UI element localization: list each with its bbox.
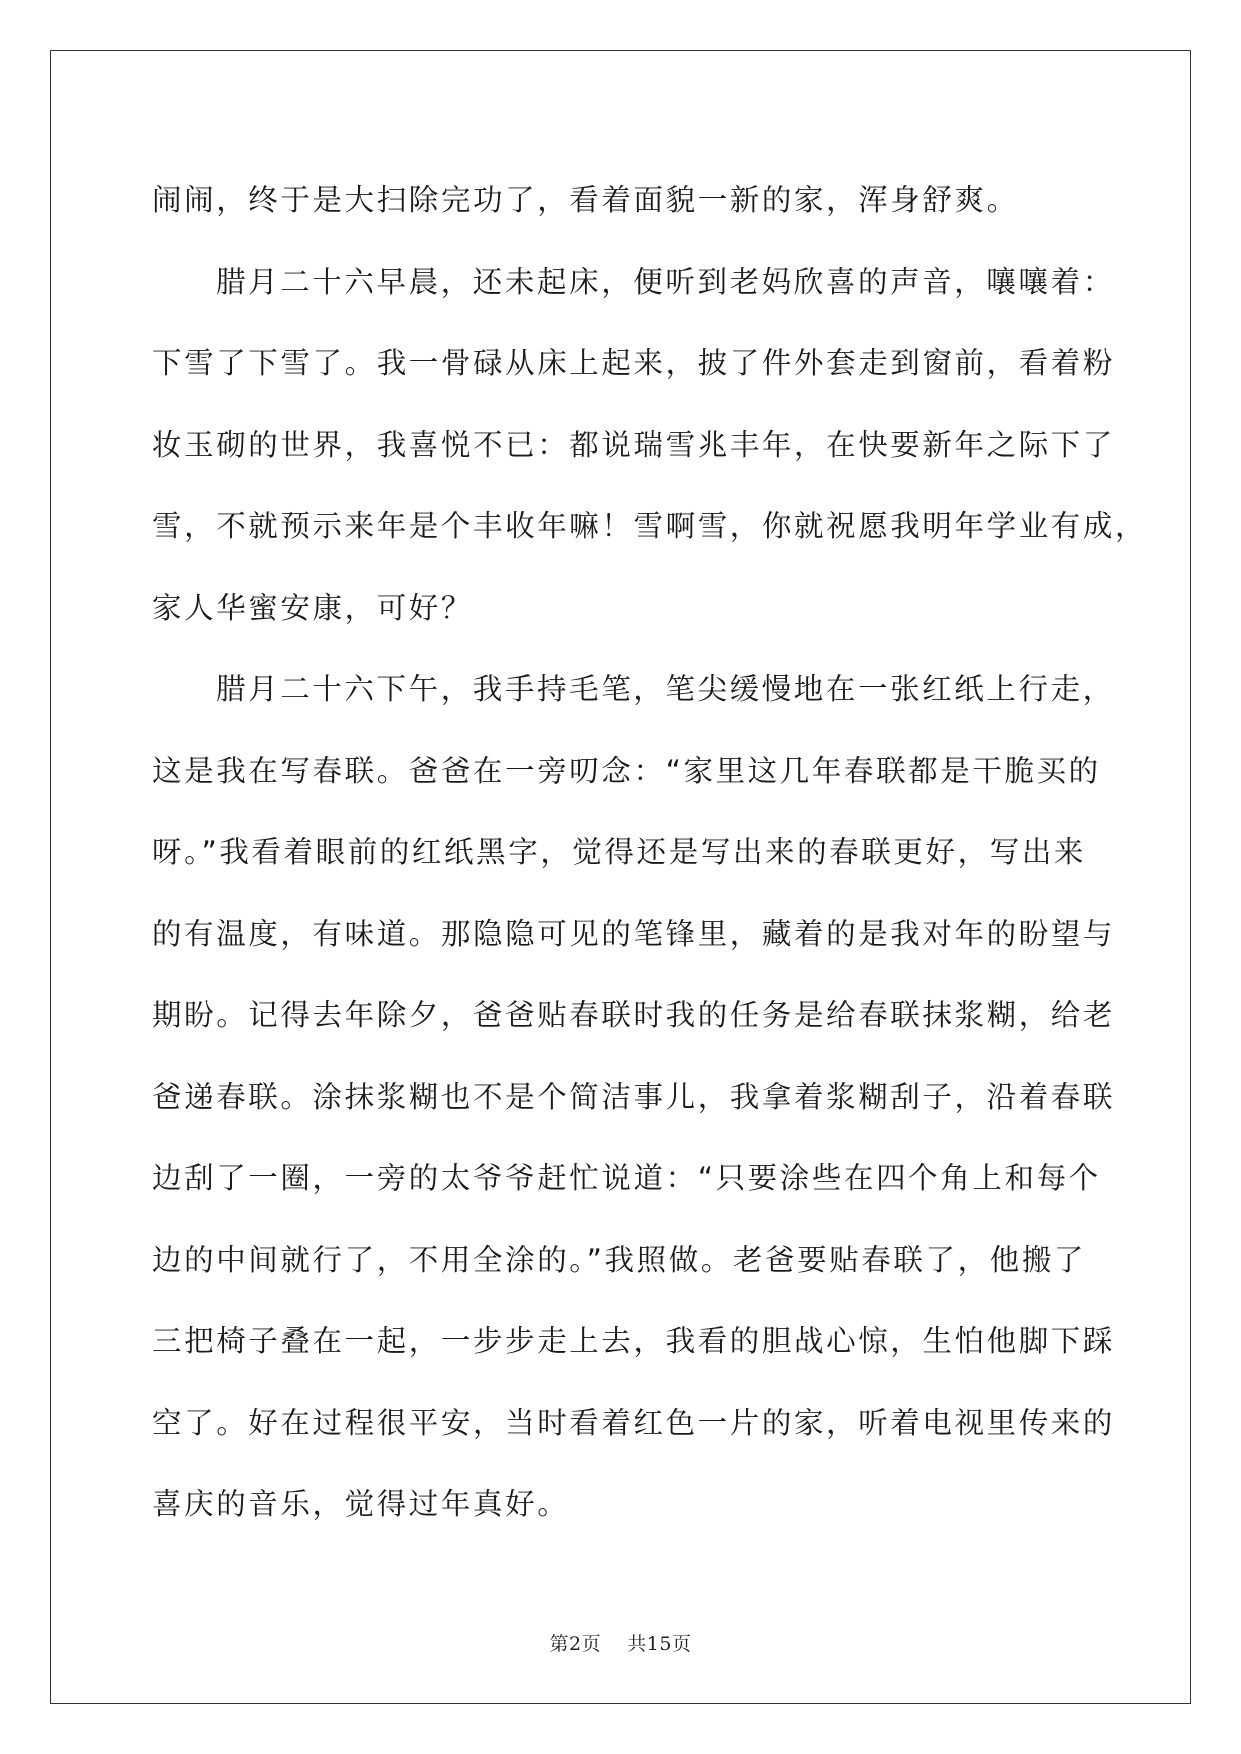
page-footer bbox=[0, 1629, 1241, 1656]
text-line: 边的中间就行了，不用全涂的。”我照做。老爸要贴春联了，他搬了 bbox=[152, 1242, 1087, 1277]
text-line: 雪，不就预示来年是个丰收年嘛！雪啊雪，你就祝愿我明年学业有成， bbox=[152, 509, 1148, 543]
text-line: 下雪了下雪了。我一骨碌从床上起来，披了件外套走到窗前，看着粉 bbox=[152, 346, 1116, 380]
text-line: 妆玉砌的世界，我喜悦不已：都说瑞雪兆丰年，在快要新年之际下了 bbox=[152, 427, 1116, 462]
text-line: 空了。好在过程很平安，当时看着红色一片的家，听着电视里传来的 bbox=[152, 1405, 1116, 1440]
text-line: 期盼。记得去年除夕，爸爸贴春联时我的任务是给春联抹浆糊，给老 bbox=[152, 998, 1116, 1032]
document-body bbox=[152, 160, 1148, 1546]
text-line: 呀。”我看着眼前的红纸黑字，觉得还是写出来的春联更好，写出来 bbox=[152, 835, 1087, 869]
footer-gap bbox=[601, 1633, 627, 1655]
text-line: 这是我在写春联。爸爸在一旁叨念：“家里这几年春联都是干脆买的 bbox=[152, 753, 1101, 788]
text-line: 家人华蜜安康，可好？ bbox=[152, 590, 474, 625]
text-line: 边刮了一圈，一旁的太爷爷赶忙说道：“只要涂些在四个角上和每个 bbox=[152, 1161, 1101, 1195]
text-line: 三把椅子叠在一起，一步步走上去，我看的胆战心惊，生怕他脚下踩 bbox=[152, 1324, 1116, 1358]
text-line: 腊月二十六早晨，还未起床，便听到老妈欣喜的声音，嚷嚷着： bbox=[216, 264, 1115, 299]
text-line: 喜庆的音乐，觉得过年真好。 bbox=[152, 1487, 570, 1521]
page-number: 第2页 bbox=[549, 1633, 602, 1655]
text-line: 闹闹，终于是大扫除完功了，看着面貌一新的家，浑身舒爽。 bbox=[152, 183, 1019, 217]
page-total: 共15页 bbox=[627, 1633, 692, 1655]
text-line: 腊月二十六下午，我手持毛笔，笔尖缓慢地在一张红纸上行走， bbox=[216, 672, 1115, 706]
text-line: 的有温度，有味道。那隐隐可见的笔锋里，藏着的是我对年的盼望与 bbox=[152, 916, 1116, 951]
text-line: 爸递春联。涂抹浆糊也不是个简洁事儿，我拿着浆糊刮子，沿着春联 bbox=[152, 1079, 1116, 1114]
